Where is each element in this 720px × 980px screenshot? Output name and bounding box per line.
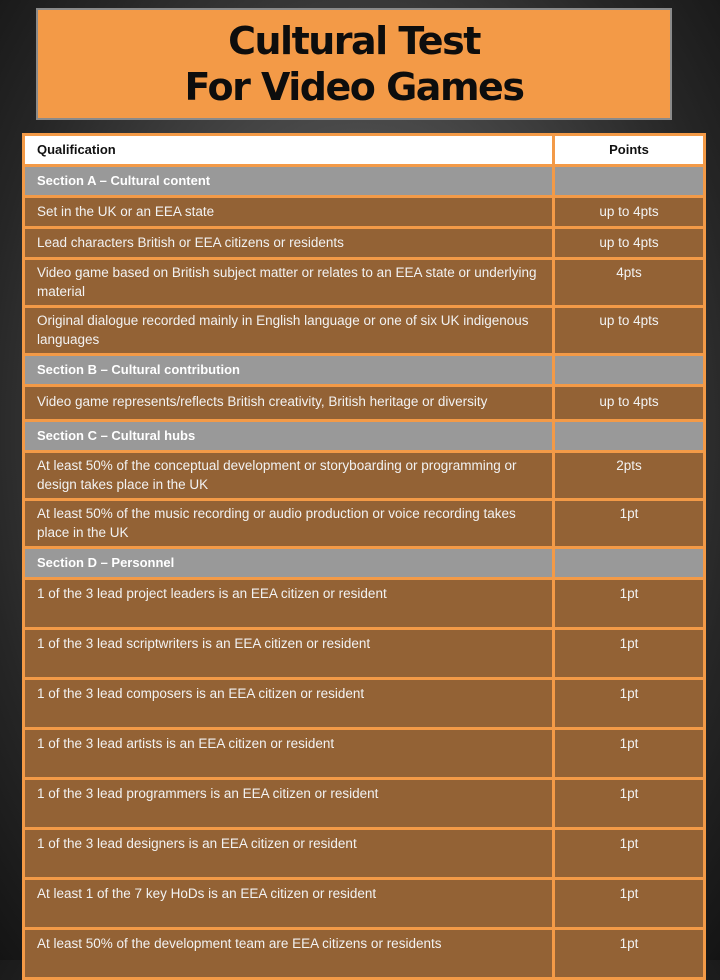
section-row-b — [25, 356, 703, 384]
header-qualification: Qualification — [25, 136, 552, 164]
table-row — [25, 880, 703, 927]
table-row — [25, 930, 703, 977]
points-value: 1pt — [555, 680, 703, 727]
table-row — [25, 198, 703, 226]
points-value: 1pt — [555, 780, 703, 827]
points-value: up to 4pts — [555, 198, 703, 226]
qualification-text: Lead characters British or EEA citizens or residents — [25, 229, 552, 257]
header-points: Points — [555, 136, 703, 164]
section-points — [555, 422, 703, 450]
qualification-text: 1 of the 3 lead artists is an EEA citizen or resident — [25, 730, 552, 777]
section-row-c — [25, 422, 703, 450]
title-banner — [36, 8, 672, 120]
section-title: Section B – Cultural contribution — [25, 356, 552, 384]
table-row — [25, 229, 703, 257]
points-value: up to 4pts — [555, 229, 703, 257]
qualification-text: At least 50% of the development team are EEA citizens or residents — [25, 930, 552, 977]
section-title: Section D – Personnel — [25, 549, 552, 577]
qualification-text: 1 of the 3 lead project leaders is an EEA citizen or resident — [25, 580, 552, 627]
qualification-text: At least 50% of the conceptual development or storyboarding or programming or design takes place in the UK — [25, 453, 552, 498]
qualification-text: 1 of the 3 lead composers is an EEA citizen or resident — [25, 680, 552, 727]
table-row — [25, 830, 703, 877]
qualification-text: At least 1 of the 7 key HoDs is an EEA citizen or resident — [25, 880, 552, 927]
section-points — [555, 167, 703, 195]
qualification-text: Video game represents/reflects British creativity, British heritage or diversity — [25, 387, 552, 419]
qualification-text: Original dialogue recorded mainly in English language or one of six UK indigenous languages — [25, 308, 552, 353]
points-value: 1pt — [555, 501, 703, 546]
qualification-text: 1 of the 3 lead designers is an EEA citizen or resident — [25, 830, 552, 877]
qualification-text: Set in the UK or an EEA state — [25, 198, 552, 226]
table-row — [25, 630, 703, 677]
points-value: 4pts — [555, 260, 703, 305]
table-row — [25, 387, 703, 419]
table-row — [25, 730, 703, 777]
table-header-row — [25, 136, 703, 164]
points-value: 1pt — [555, 580, 703, 627]
table-row — [25, 308, 703, 353]
qualification-table — [22, 133, 706, 980]
table-row — [25, 501, 703, 546]
points-value: 2pts — [555, 453, 703, 498]
qualification-text: Video game based on British subject matter or relates to an EEA state or underlying material — [25, 260, 552, 305]
points-value: 1pt — [555, 930, 703, 977]
points-value: 1pt — [555, 830, 703, 877]
section-title: Section C – Cultural hubs — [25, 422, 552, 450]
points-value: up to 4pts — [555, 387, 703, 419]
section-row-d — [25, 549, 703, 577]
section-title: Section A – Cultural content — [25, 167, 552, 195]
table-row — [25, 580, 703, 627]
table-row — [25, 680, 703, 727]
section-points — [555, 549, 703, 577]
qualification-text: At least 50% of the music recording or audio production or voice recording takes place in the UK — [25, 501, 552, 546]
section-points — [555, 356, 703, 384]
points-value: up to 4pts — [555, 308, 703, 353]
points-value: 1pt — [555, 730, 703, 777]
table-row — [25, 260, 703, 305]
table-row — [25, 453, 703, 498]
section-row-a — [25, 167, 703, 195]
title-line-2: For Video Games — [184, 65, 524, 109]
points-value: 1pt — [555, 630, 703, 677]
table-row — [25, 780, 703, 827]
qualification-text: 1 of the 3 lead programmers is an EEA citizen or resident — [25, 780, 552, 827]
points-value: 1pt — [555, 880, 703, 927]
title-line-1: Cultural Test — [228, 19, 480, 63]
qualification-text: 1 of the 3 lead scriptwriters is an EEA citizen or resident — [25, 630, 552, 677]
